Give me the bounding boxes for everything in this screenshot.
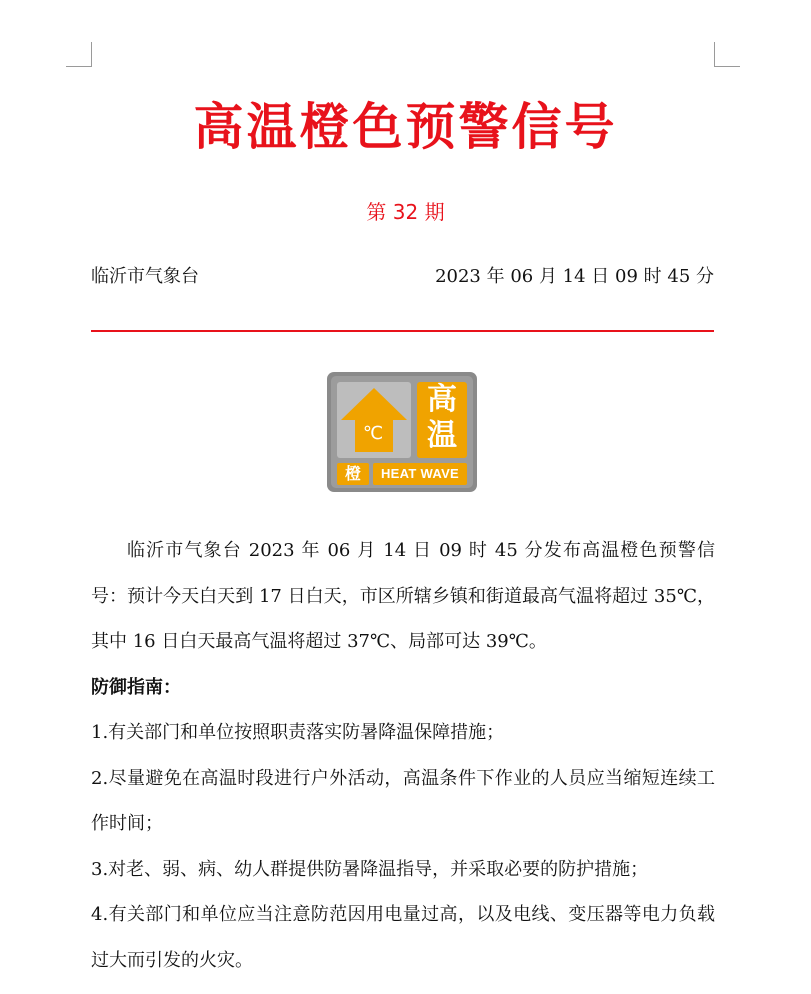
- issue-number: 第 32 期: [366, 200, 445, 224]
- crop-mark-top-left-h: [66, 66, 92, 67]
- heat-wave-label: HEAT WAVE: [373, 463, 467, 485]
- announcement-paragraph: 临沂市气象台 2023 年 06 月 14 日 09 时 45 分发布高温橙色预警信号：预计今天白天到 17 日白天，市区所辖乡镇和街道最高气温将超过 35℃，其中 16 日白天最高气温将超过 37℃、局部可达 39℃。: [91, 540, 715, 652]
- guide-heading: 防御指南：: [91, 676, 181, 698]
- guide-item: 3.对老、弱、病、幼人群提供防暑降温指导，并采取必要的防护措施；: [91, 858, 649, 880]
- guide-item: 4.有关部门和单位应当注意防范因用电量过高，以及电线、变压器等电力负载过大而引发的火灾。: [91, 904, 715, 971]
- guide-item: 1.有关部门和单位按照职责落实防暑降温保障措施；: [91, 722, 505, 743]
- issuer: 临沂市气象台: [91, 266, 199, 287]
- header-divider: [91, 330, 714, 332]
- crop-mark-top-left-v: [91, 42, 92, 67]
- guide-item: 2.尽量避免在高温时段进行户外活动，高温条件下作业的人员应当缩短连续工作时间；: [91, 767, 715, 834]
- badge-panel: [331, 376, 473, 488]
- celsius-symbol: ℃: [362, 423, 384, 444]
- document-body: [91, 528, 715, 983]
- heat-characters: [417, 382, 467, 458]
- heat-wave-orange-warning-icon: [327, 372, 477, 492]
- thermometer-house-icon: [337, 382, 411, 458]
- orange-level-label: 橙: [337, 463, 369, 485]
- crop-mark-top-right-v: [714, 42, 715, 67]
- document-title: 高温橙色预警信号: [193, 98, 618, 156]
- crop-mark-top-right-h: [714, 66, 740, 67]
- char-high: 高: [427, 382, 457, 417]
- house-arrow-icon: [337, 382, 411, 458]
- char-temp: 温: [427, 418, 457, 453]
- issue-datetime: 2023 年 06 月 14 日 09 时 45 分: [435, 266, 714, 287]
